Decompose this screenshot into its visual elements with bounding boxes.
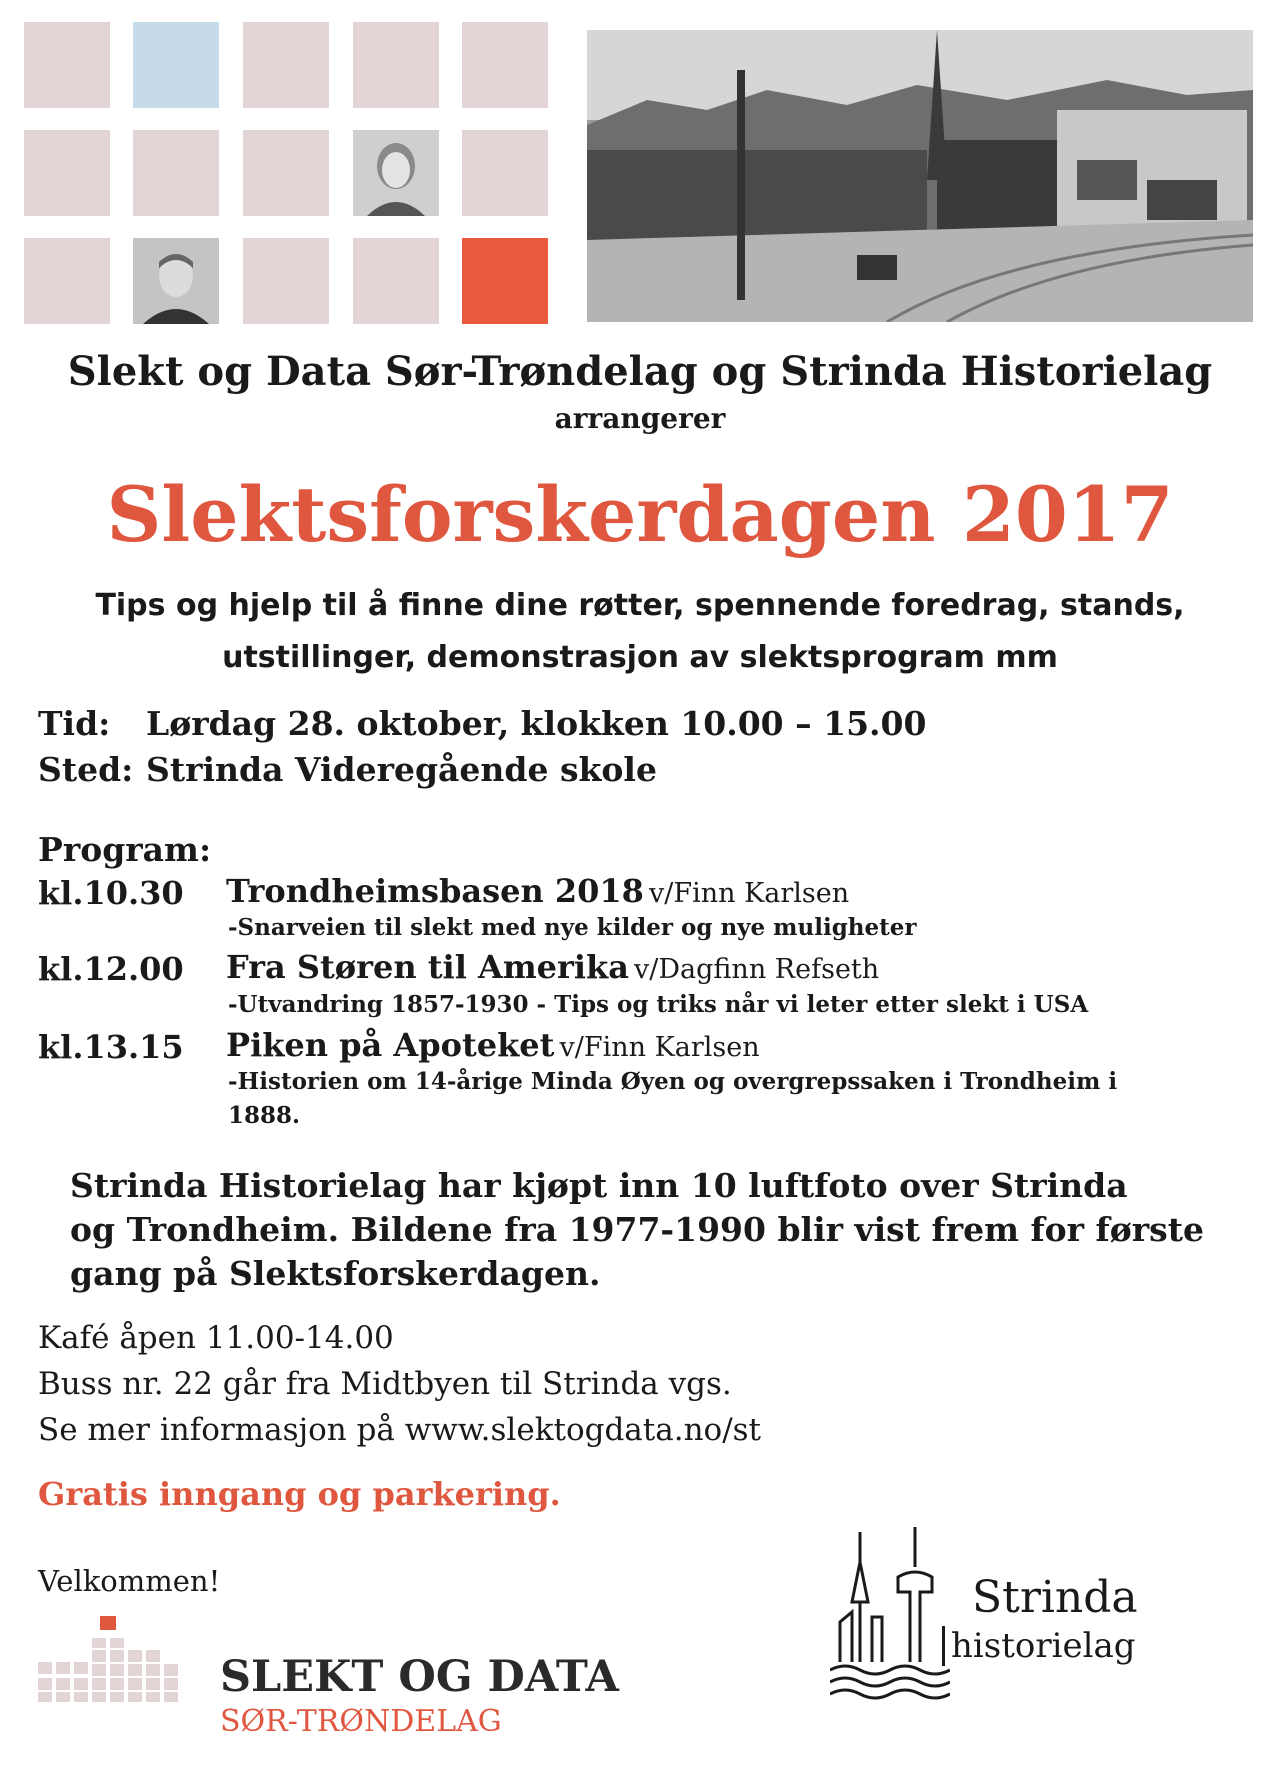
strinda-logo-title: Strinda xyxy=(972,1572,1138,1623)
program-heading-line xyxy=(226,872,849,910)
announcement-line: og Trondheim. Bildene fra 1977-1990 blir vist frem for første xyxy=(70,1210,1204,1249)
time-value: Lørdag 28. oktober, klokken 10.00 – 15.00 xyxy=(146,704,927,743)
tile xyxy=(353,238,439,324)
organizers-line: Slekt og Data Sør-Trøndelag og Strinda Historielag xyxy=(67,348,1213,395)
tile xyxy=(243,22,329,108)
program-subtitle: 1888. xyxy=(228,1102,301,1129)
announcement-line: gang på Slektsforskerdagen. xyxy=(70,1254,601,1293)
program-time: kl.10.30 xyxy=(38,874,184,912)
free-entry-text: Gratis inngang og parkering. xyxy=(38,1475,561,1513)
announcement-line: Strinda Historielag har kjøpt inn 10 luftfoto over Strinda xyxy=(70,1166,1128,1205)
info-line: Se mer informasjon på www.slektogdata.no/st xyxy=(38,1412,762,1448)
strinda-logo-subtitle: historielag xyxy=(942,1626,1136,1666)
time-label: Tid: xyxy=(38,704,111,743)
tagline-line-1: Tips og hjelp til å finne dine røtter, spennende foredrag, stands, xyxy=(95,588,1185,623)
tagline-line-2: utstillinger, demonstrasjon av slektsprogram mm xyxy=(222,640,1058,675)
welcome-text: Velkommen! xyxy=(38,1564,221,1598)
arranges-text: arrangerer xyxy=(554,402,726,435)
tile xyxy=(24,238,110,324)
program-time: kl.12.00 xyxy=(38,950,184,988)
tile xyxy=(133,130,219,216)
historic-street-photo xyxy=(587,30,1253,322)
slekt-logo-mark-icon xyxy=(38,1614,188,1704)
portrait-woman-photo xyxy=(353,130,439,216)
program-heading-line xyxy=(226,948,879,986)
tile xyxy=(353,22,439,108)
info-line: Buss nr. 22 går fra Midtbyen til Strinda vgs. xyxy=(38,1366,732,1402)
event-title: Slektsforskerdagen 2017 xyxy=(106,470,1174,559)
portrait-man-photo xyxy=(133,238,219,324)
tile xyxy=(133,22,219,108)
program-title: Fra Støren til Amerika xyxy=(226,948,629,986)
tile xyxy=(243,238,329,324)
program-heading-line xyxy=(226,1026,760,1064)
tile xyxy=(243,130,329,216)
program-heading: Program: xyxy=(38,830,212,869)
place-label: Sted: xyxy=(38,750,134,789)
slekt-logo-title: SLEKT OG DATA xyxy=(220,1652,619,1702)
place-value: Strinda Videregående skole xyxy=(146,750,657,789)
program-subtitle: -Historien om 14-årige Minda Øyen og overgrepssaken i Trondheim i xyxy=(228,1068,1118,1095)
program-title: Trondheimsbasen 2018 xyxy=(226,872,644,910)
tile xyxy=(462,22,548,108)
tile xyxy=(24,130,110,216)
tile xyxy=(24,22,110,108)
program-time: kl.13.15 xyxy=(38,1028,184,1066)
program-subtitle: -Snarveien til slekt med nye kilder og nye muligheter xyxy=(228,914,917,941)
program-title: Piken på Apoteket xyxy=(226,1026,555,1064)
info-line: Kafé åpen 11.00-14.00 xyxy=(38,1320,394,1356)
tile xyxy=(462,130,548,216)
program-speaker: v/Finn Karlsen xyxy=(649,878,850,909)
program-speaker: v/Finn Karlsen xyxy=(559,1032,760,1063)
strinda-towers-icon xyxy=(830,1522,950,1700)
tile-accent xyxy=(462,238,548,324)
program-subtitle: -Utvandring 1857-1930 - Tips og triks når vi leter etter slekt i USA xyxy=(228,991,1089,1018)
program-speaker: v/Dagfinn Refseth xyxy=(634,954,880,985)
slekt-logo-subtitle: SØR-TRØNDELAG xyxy=(220,1704,502,1739)
